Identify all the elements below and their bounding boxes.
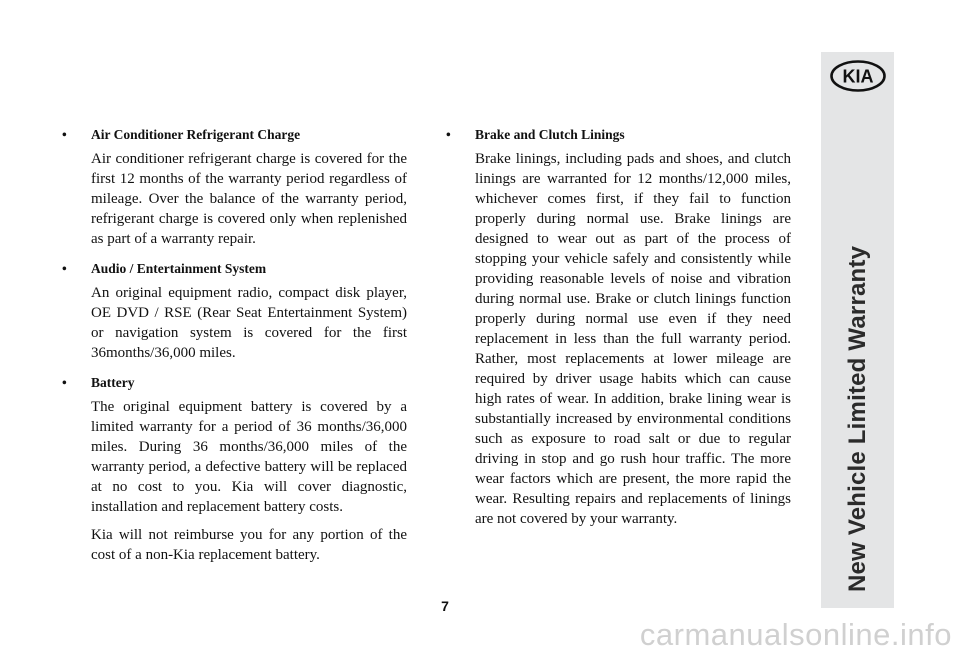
page-number: 7 <box>441 598 449 614</box>
bullet: • <box>62 375 67 390</box>
bullet: • <box>62 127 67 142</box>
section-heading: Battery <box>91 375 135 390</box>
right-column <box>446 126 791 540</box>
section-battery <box>62 374 407 565</box>
left-column <box>62 126 407 576</box>
bullet: • <box>62 261 67 276</box>
section-air-conditioner-refrigerant-charge <box>62 126 407 249</box>
section-heading: Brake and Clutch Linings <box>475 127 625 142</box>
section-audio-entertainment-system <box>62 260 407 363</box>
section-paragraph: The original equipment battery is covered by a limited warranty for a period of 36 months/36,000 miles. During 36 months/36,000 miles of the warranty period, a defective battery will be replaced at no cost to you. Kia will cover diagnostic, installation and replacement battery costs. <box>91 399 407 515</box>
kia-logo-icon <box>830 60 886 92</box>
watermark: carmanualsonline.info <box>639 617 952 652</box>
section-paragraph: Air conditioner refrigerant charge is covered for the first 12 months of the warranty period regardless of mileage. Over the balance of the warranty period, refrigerant charge is covered only when replenished as part of a warranty repair. <box>91 151 407 247</box>
section-paragraph: Brake linings, including pads and shoes, and clutch linings are warranted for 12 months/12,000 miles, whichever comes first, if they fail to function properly during normal use. Brake linings are designed to wear out as part of the process of stopping your vehicle safely and consistently while providing reasonable levels of noise and vibration during normal use. Brake or clutch linings function properly during normal use even if they need replacement in less than the full warranty period. Rather, most replacements at lower mileage are required by driver usage habits which can cause high rates of wear. In addition, brake lining wear is substantially increased by environmental conditions such as exposure to road salt or due to regular driving in stop and go rush hour traffic. The more wear factors which are present, the more rapid the wear. Resulting repairs and replacements of linings are not covered by your warranty. <box>475 151 791 527</box>
section-heading: Audio / Entertainment System <box>91 261 267 276</box>
sidebar-title: New Vehicle Limited Warranty <box>844 245 871 592</box>
section-paragraph: Kia will not reimburse you for any portion of the cost of a non-Kia replacement battery. <box>91 527 407 563</box>
section-paragraph: An original equipment radio, compact disk player, OE DVD / RSE (Rear Seat Entertainment System) or navigation system is covered for the first 36months/36,000 miles. <box>91 285 407 361</box>
logo-text: KIA <box>842 66 874 87</box>
section-heading: Air Conditioner Refrigerant Charge <box>91 127 301 142</box>
sidebar <box>821 52 894 608</box>
bullet: • <box>446 127 451 142</box>
section-brake-and-clutch-linings <box>446 126 791 529</box>
